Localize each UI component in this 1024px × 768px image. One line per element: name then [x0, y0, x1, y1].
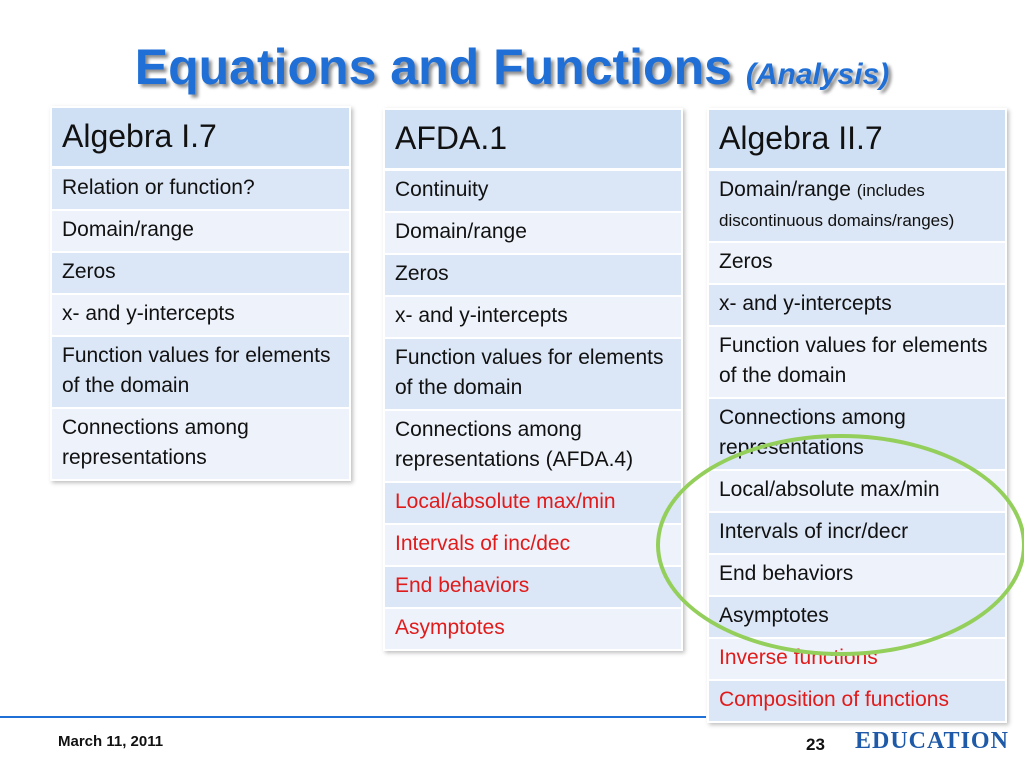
table-cell: Connections among representations	[51, 408, 350, 480]
table-cell-highlighted: Intervals of inc/dec	[384, 524, 682, 566]
algebra-1-table	[50, 106, 351, 481]
algebra-2-table	[707, 108, 1007, 723]
table-cell: Domain/range	[51, 210, 350, 252]
table-cell: x- and y-intercepts	[384, 296, 682, 338]
table-cell: Asymptotes	[708, 596, 1006, 638]
table-cell: Continuity	[384, 170, 682, 213]
table-cell: Local/absolute max/min	[708, 470, 1006, 512]
table-cell: Zeros	[708, 242, 1006, 284]
table-cell: End behaviors	[708, 554, 1006, 596]
table-cell: Function values for elements of the domain	[384, 338, 682, 410]
table-cell-highlighted: Inverse functions	[708, 638, 1006, 680]
table-cell: Function values for elements of the domain	[51, 336, 350, 408]
afda-table	[383, 108, 683, 651]
table-cell: Relation or function?	[51, 168, 350, 211]
title-subtitle: (Analysis)	[745, 58, 890, 91]
cell-note: (includes discontinuous domains/ranges)	[719, 181, 955, 230]
table-cell-highlighted: Composition of functions	[708, 680, 1006, 722]
table-cell-highlighted: Asymptotes	[384, 608, 682, 650]
table-cell: Domain/range	[384, 212, 682, 254]
column-header: AFDA.1	[384, 109, 682, 170]
table-cell-highlighted: End behaviors	[384, 566, 682, 608]
column-header: Algebra II.7	[708, 109, 1006, 170]
footer-date: March 11, 2011	[58, 733, 164, 750]
table-cell: Connections among representations	[708, 398, 1006, 470]
table-cell: Zeros	[384, 254, 682, 296]
table-cell: x- and y-intercepts	[708, 284, 1006, 326]
table-cell: Intervals of incr/decr	[708, 512, 1006, 554]
table-cell: Connections among representations (AFDA.4)	[384, 410, 682, 482]
column-header: Algebra I.7	[51, 107, 350, 168]
table-cell: x- and y-intercepts	[51, 294, 350, 336]
title-main: Equations and Functions	[134, 39, 732, 95]
education-logo: EDUCATION	[855, 728, 1009, 754]
page-number: 23	[806, 735, 825, 754]
footer-divider	[0, 716, 706, 718]
slide-title	[0, 36, 1024, 106]
table-cell-highlighted: Local/absolute max/min	[384, 482, 682, 524]
table-cell: Function values for elements of the domain	[708, 326, 1006, 398]
table-cell	[708, 170, 1006, 243]
table-cell: Zeros	[51, 252, 350, 294]
cell-text: Domain/range	[719, 178, 851, 201]
